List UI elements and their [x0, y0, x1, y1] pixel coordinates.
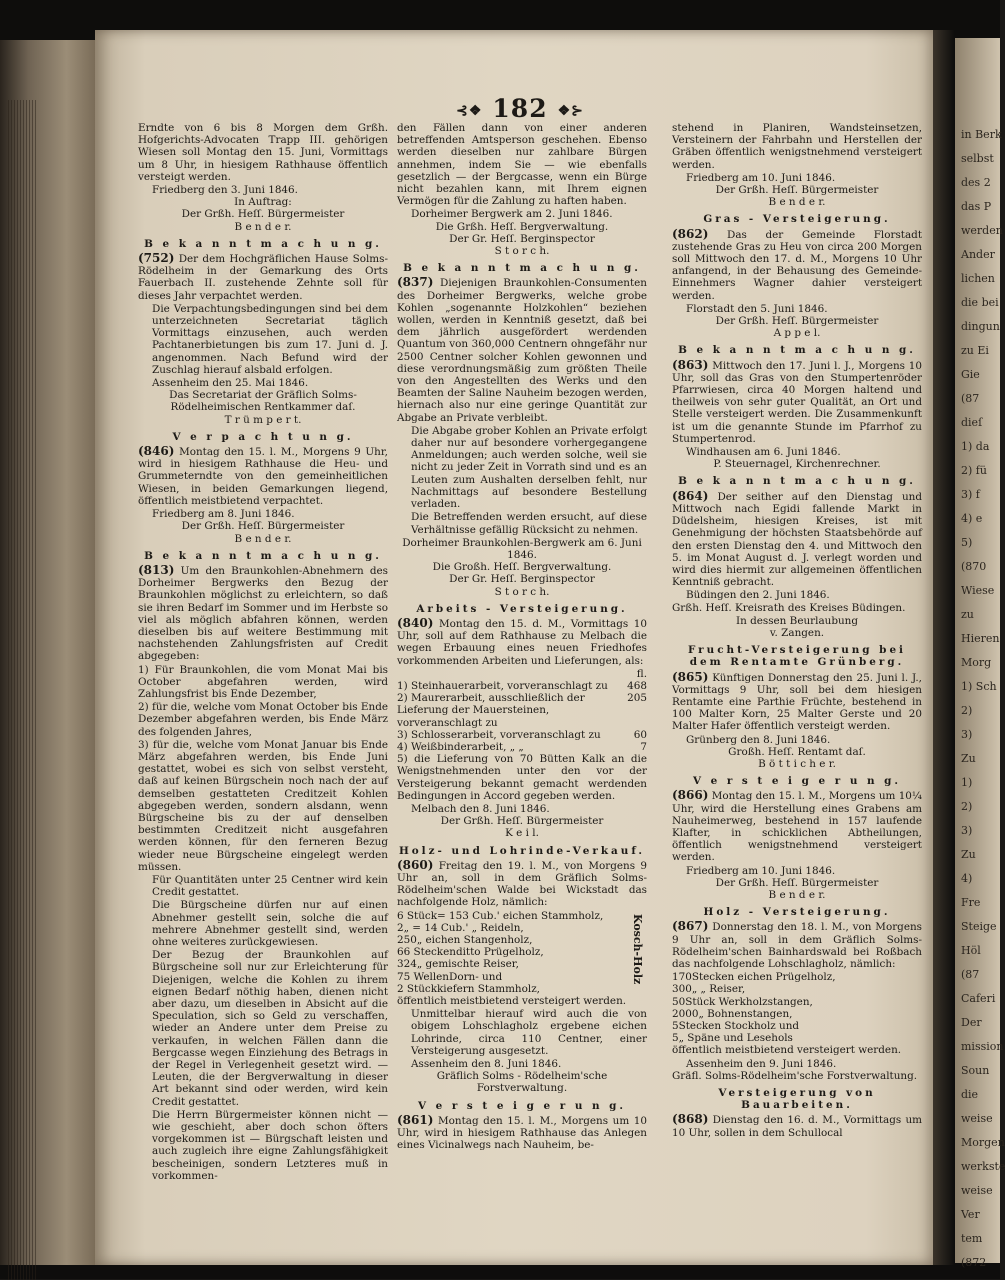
wood-list-row [672, 1020, 922, 1032]
notice-text: Um den Braunkohlen-Abnehmern des Dorheimer Bergwerks den Bezug der Braunkohlen möglichst zu erleichtern, so daß sie ihren Bedarf im Sommer und im Herbste so viel als möglich abfahren können, werden dieselben bis auf weitere Bestimmung mit nachstehenden Zahlungsfristen auf Credit abgegeben: [138, 564, 388, 663]
signature-line: Der Grßh. Heſſ. Bürgermeister [715, 315, 879, 328]
paragraph: 1) Für Braunkohlen, die vom Monat Mai bis October abgefahren werden, wird Zahlungsfrist bis Ende Dezember, [138, 663, 388, 700]
notice-text: Der seither auf den Dienstag und Mittwoch nach Egidi fallende Markt in Düdelsheim, hiesigen Kreises, ist mit Genehmigung der höchsten Staatsbehörde auf den ersten Dienstag den 4. und Mittwoch den 5. im Monat August d. J. verlegt worden und wird dies hiermit zur allgemeinen öffentlichen Kenntniß gebracht. [672, 490, 922, 589]
section-heading: Holz - Versteigerung. [703, 906, 891, 919]
adjacent-page-fragment: 3) [961, 824, 973, 837]
adjacent-page-fragment: Caferi [961, 992, 996, 1005]
notice-text: Montag den 15. l. M., Morgens um 10¼ Uhr, wird die Herstellung eines Grabens am Nauheimerweg, bestehend in 157 laufende Klafter, in schicklichen Abtheilungen, öffentlich wenigstnehmend versteigert werden. [672, 790, 922, 864]
cost-item [397, 680, 647, 692]
wood-list-row [672, 996, 922, 1008]
wood-list-row [397, 958, 647, 970]
signature-line: P. Steuernagel, Kirchenrechner. [713, 458, 881, 471]
wood-list-row [672, 983, 922, 995]
cost-item [397, 729, 647, 741]
wood-quantity: 170 [672, 971, 692, 984]
paragraph: Der Bezug der Braunkohlen auf Bürgscheine soll nur zur Erleichterung für Diejenigen, welche die Kohlen zu ihrem eignen Bedarf nöthig haben, dienen nicht aber dazu, um dieselben in Absicht auf die Speculation, sich so Geld zu verschaffen, wieder an Andere unter dem Preise zu verkaufen, in welchen Fällen dann die Bergcasse wegen Einziehung des Betrags in der Regel in Verlegenheit gesetzt wird. — Leuten, die der Bergverwaltung in dieser Art bekannt sind oder werden, wird kein Credit gestattet. [152, 949, 388, 1108]
wood-description: „ gemischte Reiser, [416, 958, 519, 971]
wood-quantity: 324 [397, 958, 417, 971]
adjacent-page-fragment: die [961, 1088, 979, 1101]
page-header [420, 94, 620, 123]
adjacent-page-fragment: 2) fü [961, 464, 987, 477]
adjacent-page-fragment: lichen [961, 272, 995, 285]
notice-paragraph [138, 564, 388, 663]
signature-line: B e n d e r. [234, 220, 292, 233]
notice-text: Montag den 15. l. M., Morgens 9 Uhr, wird in hiesigem Rathhause die Heu- und Grummeterndte von den gemeinheitlichen Wiesen, in beiden Gemarkungen liegend, öffentlich meistbietend verpachtet. [138, 446, 388, 507]
signature-line: Der Gr. Heſſ. Berginspector [449, 232, 595, 245]
notice-number: (861) [397, 1112, 434, 1127]
wood-list-row [397, 934, 647, 946]
signature-line: Der Grßh. Heſſ. Bürgermeister [715, 876, 879, 889]
wood-description: „ Späne und Lesehols [678, 1032, 793, 1045]
wood-quantity: 2 [397, 921, 404, 934]
signature-line: Das Secretariat der Gräflich Solms-Rödelheimischen Rentkammer daſ. [169, 389, 357, 414]
signature-line: Großh. Heſſ. Rentamt daſ. [728, 745, 866, 758]
notice-text: Montag den 15. l. M., Morgens um 10 Uhr, wird in hiesigem Rathhause das Anlegen eines Vicinalwegs nach Nauheim, be- [397, 1114, 647, 1152]
notice-number: (865) [672, 669, 709, 684]
wood-description: Dorn- und [449, 970, 503, 983]
place-date-line: Florstadt den 5. Juni 1846. [686, 302, 828, 315]
adjacent-page-fragment: 1) [961, 776, 973, 789]
paragraph: Die Herrn Bürgermeister können nicht — wie geschieht, aber doch schon öfters vorgekommen ist — Bürgschaft leisten und auch zugleich ihre eigne Zahlungsfähigkeit bescheinigen, sondern Letzteres muß in vorkommen- [152, 1108, 388, 1182]
paragraph: stehend in Planiren, Wandsteinsetzen, Versteinern der Fahrbahn und Herstellen der Gräben öffentlich wenigstnehmend versteigert werden. [672, 122, 922, 171]
adjacent-page-fragment: werkste [961, 1160, 1005, 1173]
signature-line: Die Großh. Heſſ. Bergverwaltung. [432, 561, 612, 574]
paragraph: 5) die Lieferung von 70 Bütten Kalk an die Wenigstnehmenden unter den vor der Versteigerung bekannt gemacht werdenden Bedingungen in Accord gegeben werden. [397, 753, 647, 802]
place-date-line: Friedberg den 3. Juni 1846. [152, 184, 298, 197]
notice-number: (837) [397, 275, 434, 290]
column-2 [397, 122, 647, 1242]
notice-paragraph [672, 490, 922, 589]
cost-item-label: 2) Maurerarbeit, ausschließlich der Lieferung der Mauersteinen, vorveranschlagt zu [397, 692, 585, 729]
notice-number: (867) [672, 919, 709, 934]
wood-description: Stück Werkholzstangen, [685, 995, 813, 1008]
signature-line: Der Grßh. Heſſ. Bürgermeister [715, 184, 879, 197]
timber-list [672, 971, 922, 1044]
section-heading: B e k a n n t m a c h u n g. [403, 262, 641, 275]
place-date-line: Friedberg am 10. Juni 1846. [686, 171, 836, 184]
wood-description: „ Bohnenstangen, [698, 1007, 793, 1020]
adjacent-page-fragment: Fre [961, 896, 981, 909]
paragraph: Grßh. Heſſ. Kreisrath des Kreises Büdingen. [672, 601, 906, 614]
paragraph: den Fällen dann von einer anderen betreffenden Amtsperson geschehen. Ebenso werden dieselben nur zahlbare Bürgen annehmen, indem Sie — wie ebenfalls gesetzlich — der Bergcasse, wenn ein Bürge nicht bezahlen kann, mit Ihrem eignen Vermögen für die Zahlung zu haften haben. [397, 122, 647, 208]
signature-line: In dessen Beurlaubung [735, 614, 859, 627]
paragraph: öffentlich meistbietend versteigert werden. [397, 995, 627, 1008]
notice-paragraph [672, 1113, 922, 1138]
signature-line: S t o r c h. [494, 245, 550, 258]
adjacent-page-fragment: Höl [961, 944, 981, 957]
wood-description: „ = 14 Cub.' „ Reideln, [403, 921, 524, 934]
paragraph: Gräfl. Solms-Rödelheim'sche Forstverwaltung. [672, 1069, 918, 1082]
adjacent-page-fragment: (87 [961, 392, 980, 405]
adjacent-page-fragment: mission [961, 1040, 1004, 1053]
wood-list-row [672, 1032, 922, 1044]
adjacent-page-fragment: 1) da [961, 440, 990, 453]
signature-line: S t o r c h. [494, 585, 550, 598]
adjacent-page-fragment: zu [961, 608, 974, 621]
notice-number: (813) [138, 562, 175, 577]
cost-item-label: 1) Steinhauerarbeit, vorveranschlagt zu [397, 679, 608, 692]
notice-paragraph [138, 252, 388, 302]
cost-item-label: 4) Weißbinderarbeit, „ „ [397, 740, 524, 753]
section-heading: V e r s t e i g e r u n g. [692, 775, 902, 788]
signature-line: Der Gr. Heſſ. Berginspector [449, 573, 595, 586]
adjacent-page-fragment: 2) [961, 704, 973, 717]
book-gutter [933, 30, 955, 1265]
adjacent-page-fragment: 2) [961, 800, 973, 813]
adjacent-page-fragment: 3) [961, 728, 973, 741]
wood-list-row [672, 971, 922, 983]
notice-paragraph [672, 671, 922, 733]
wood-list-row [397, 922, 647, 934]
cost-item-value: 205 [627, 692, 647, 705]
adjacent-page-fragment: Zu [961, 848, 976, 861]
adjacent-page-fragment: werden [961, 224, 1003, 237]
adjacent-page-fragment: Morgen [961, 1136, 1005, 1149]
cost-item-value: 60 [633, 728, 647, 741]
adjacent-page-fragment: Hieren [961, 632, 1000, 645]
wood-description: kiefern Stammholz, [437, 982, 540, 995]
adjacent-page-fragment: Der [961, 1016, 982, 1029]
adjacent-page-fragment: weise [961, 1184, 993, 1197]
notice-paragraph [138, 445, 388, 507]
notice-number: (863) [672, 357, 709, 372]
notice-text: Das der Gemeinde Florstadt zustehende Gras zu Heu von circa 200 Morgen soll Mittwoch den 17. d. M., Morgens 10 Uhr anfangend, in der Behausung des Gemeinde-Einnehmers Wagner dahier versteigert werden. [672, 228, 922, 302]
place-date-line: Assenheim den 8. Juni 1846. [411, 1058, 562, 1071]
adjacent-page-fragment: (870 [961, 560, 987, 573]
section-heading: Frucht-Versteigerung bei dem Rentamte Grünberg. [687, 644, 907, 669]
signature-line: B e n d e r. [768, 888, 826, 901]
notice-paragraph [397, 617, 647, 667]
paragraph: Unmittelbar hierauf wird auch die von obigem Lohschlagholz ergebene eichen Lohrinde, circa 110 Centner, einer Versteigerung ausgesetzt. [411, 1008, 647, 1057]
signature-line: Gräflich Solms - Rödelheim'sche Forstverwaltung. [436, 1070, 608, 1095]
adjacent-page-fragment: die bei [961, 296, 999, 309]
section-heading: B e k a n n t m a c h u n g. [678, 475, 916, 488]
wood-description: Stecken eichen Prügelholz, [691, 971, 836, 984]
signature-line: Die Grßh. Heſſ. Bergverwaltung. [435, 220, 609, 233]
notice-paragraph [672, 359, 922, 445]
adjacent-page-fragment: Ver [961, 1208, 980, 1221]
wood-list [397, 910, 647, 995]
signature-line: K e i l. [505, 827, 539, 840]
section-heading: V e r s t e i g e r u n g. [417, 1099, 627, 1112]
adjacent-page-fragment: 4) [961, 872, 973, 885]
adjacent-page-fragment: Steige [961, 920, 997, 933]
paragraph: Die Abgabe grober Kohlen an Private erfolgt daher nur auf besondere vorhergegangene Anmeldungen; auch werden solche, weil sie nicht zu jeder Zeit in Vorrath sind und es an Leuten zum Aushalten derselben fehlt, nur Nachmittags auf besondere Bestellung verladen. [411, 424, 647, 511]
notice-text: Freitag den 19. l. M., von Morgens 9 Uhr an, soll in dem Gräflich Solms-Rödelheim'schen Walde bei Wickstadt das nachfolgende Holz, nämlich: [397, 859, 647, 909]
adjacent-page-fragment: des 2 [961, 176, 991, 189]
notice-paragraph [397, 276, 647, 423]
wood-description: ditto Prügelholz, [455, 946, 544, 959]
section-heading: Gras - Versteigerung. [703, 213, 891, 226]
wood-quantity: 2000 [672, 1007, 699, 1020]
cost-item-value: 468 [627, 679, 647, 692]
signature-line: Der Grßh. Heſſ. Bürgermeister [440, 815, 604, 828]
wood-quantity: 5 [672, 1032, 679, 1045]
notice-number: (752) [138, 251, 175, 266]
signature-line: Dorheimer Braunkohlen-Bergwerk am 6. Juni 1846. [402, 536, 642, 561]
paragraph: Für Quantitäten unter 25 Centner wird kein Credit gestattet. [152, 873, 388, 899]
signature-line: Der Grßh. Heſſ. Bürgermeister [181, 520, 345, 533]
signature-line: B e n d e r. [234, 532, 292, 545]
adjacent-page-fragment: Ander [961, 248, 995, 261]
notice-number: (840) [397, 615, 434, 630]
adjacent-page-fragment: Morg [961, 656, 992, 669]
cost-item [397, 692, 647, 729]
notice-text: Künftigen Donnerstag den 25. Juni l. J., Vormittags 9 Uhr, soll bei dem hiesigen Rentamte eine Parthie Früchte, bestehend in 100 Malter Korn, 25 Malter Gerste und 20 Malter Hafer öffentlich versteigt werden. [672, 671, 922, 733]
adjacent-page-fragment: selbst [961, 152, 994, 165]
place-date-line: Büdingen den 2. Juni 1846. [686, 589, 830, 602]
notice-paragraph [397, 1114, 647, 1152]
signature-line: Der Grßh. Heſſ. Bürgermeister [181, 208, 345, 221]
right-page-edge [955, 38, 1005, 1269]
page-number: 182 [492, 94, 548, 123]
place-date-line: Grünberg den 8. Juni 1846. [686, 733, 831, 746]
adjacent-page-fragment: dingun [961, 320, 1000, 333]
wood-quantity: 75 Wellen [397, 970, 449, 983]
place-date-line: Friedberg am 8. Juni 1846. [152, 508, 295, 521]
place-date-line: Assenheim den 25. Mai 1846. [152, 377, 309, 390]
paragraph: Die Verpachtungsbedingungen sind bei dem unterzeichneten Secretariat täglich Vormittags einzusehen, auch werden Pachtanerbietungen bis zum 17. Juni d. J. angenommen. Nach Befund wird der Zuschlag hierauf alsbald erfolgen. [152, 302, 388, 376]
wood-list-row [397, 910, 647, 922]
wood-list-row [397, 983, 647, 995]
wood-quantity: 2 Stück [397, 982, 438, 995]
place-date-line: Friedberg am 10. Juni 1846. [686, 864, 836, 877]
paragraph: 2) für die, welche vom Monat October bis Ende Dezember abgefahren werden, bis Ende März des folgenden Jahres, [138, 701, 388, 738]
signature-line: T r ü m p e r t. [224, 413, 302, 426]
notice-number: (862) [672, 226, 709, 241]
section-heading: B e k a n n t m a c h u n g. [144, 549, 382, 562]
adjacent-page-fragment: (87 [961, 968, 980, 981]
section-heading: B e k a n n t m a c h u n g. [144, 237, 382, 250]
notice-text: Donnerstag den 18. l. M., von Morgens 9 Uhr an, soll in dem Gräflich Solms-Rödelheim'schen Bainhardswald bei Roßbach das nachfolgende Lohschlagholz, nämlich: [672, 921, 922, 970]
wood-list-row [397, 946, 647, 958]
wood-quantity: 66 Stecken [397, 946, 456, 959]
section-heading: B e k a n n t m a c h u n g. [678, 344, 916, 357]
adjacent-page-fragment: Gie [961, 368, 980, 381]
wood-quantity: 250 [397, 934, 417, 946]
wood-list-row [672, 1008, 922, 1020]
paragraph: 3) für die, welche vom Monat Januar bis Ende März abgefahren werden, bis Ende Juni gestattet, wobei es sich von selbst versteht, daß auf keinen Bürgschein noch nach der auf demselben gestatteten Creditzeit Kohlen abgegeben werden, sondern alsdann, wenn Bürgscheine bis zu der auf denselben bestimmten Creditzeit nicht ausgefahren werden können, für den ferneren Bezug wieder neue Bürgscheine eingelegt werden müssen. [138, 738, 388, 873]
paragraph: öffentlich meistbietend versteigert werden. [672, 1044, 902, 1057]
adjacent-page-fragment: Soun [961, 1064, 990, 1077]
ornament-right: ❖⊱ [557, 102, 584, 119]
place-date-line: Assenheim den 9. Juni 1846. [686, 1057, 837, 1070]
adjacent-page-fragment: das P [961, 200, 992, 213]
page-stack-lines [8, 100, 38, 1280]
cost-item-value: 7 [640, 740, 647, 753]
notice-paragraph [672, 920, 922, 970]
ornament-left: ⊰❖ [456, 102, 483, 119]
notice-paragraph [672, 228, 922, 302]
adjacent-page-fragment: (872 [961, 1256, 987, 1269]
section-heading: Versteigerung von Bauarbeiten. [718, 1087, 876, 1112]
column-3 [672, 122, 922, 1242]
place-date-line: Windhausen am 6. Juni 1846. [686, 446, 841, 459]
wood-quantity: 300 [672, 983, 692, 996]
adjacent-page-fragment: in Berk [961, 128, 1002, 141]
signature-line: B e n d e r. [768, 196, 826, 209]
wood-description: Stecken Stockholz und [678, 1020, 800, 1033]
paragraph: Die Bürgscheine dürfen nur auf einen Abnehmer gestellt sein, solche die auf mehrere Abnehmer gestellt sind, werden ohne weiteres zurückgewiesen. [152, 899, 388, 948]
adjacent-page-fragment: 5) [961, 536, 973, 549]
wood-quantity: 50 [672, 995, 686, 1008]
wood-list-row [397, 971, 647, 983]
notice-text: Montag den 15. d. M., Vormittags 10 Uhr, soll auf dem Rathhause zu Melbach die wegen Erbauung eines neuen Friedhofes vorkommenden Arbeiten und Lieferungen, als: [397, 617, 648, 667]
paragraph: Die Betreffenden werden ersucht, auf diese Verhältnisse gefällig Rücksicht zu nehmen. [411, 511, 647, 536]
adjacent-page-fragment: Wiese [961, 584, 995, 597]
adjacent-page-fragment: 3) f [961, 488, 980, 501]
notice-text: Mittwoch den 17. Juni l. J., Morgens 10 Uhr, soll das Gras von den Stumpertenröder Pfarrwiesen, circa 40 Morgen haltend und theilweis von sehr guter Qualität, an Ort und Stelle versteigert werden. Die Zusammenkunft ist um die genannte Stunde im Pfarrhof zu Stumpertenrod. [672, 359, 922, 445]
adjacent-page-fragment: Zu [961, 752, 976, 765]
adjacent-page-fragment: weise [961, 1112, 993, 1125]
signature-line: In Auftrag: [234, 196, 292, 209]
notice-number: (860) [397, 857, 434, 872]
notice-paragraph [672, 789, 922, 863]
adjacent-page-fragment: 1) Sch [961, 680, 997, 693]
cost-item-label: 3) Schlosserarbeit, vorveranschlagt zu [397, 728, 601, 741]
side-label: Kosch-Holz [631, 913, 644, 984]
signature-line: A p p e l. [773, 327, 821, 340]
notice-number: (866) [672, 788, 709, 803]
left-page-edge [0, 40, 95, 1265]
signature-line: B ö t t i c h e r. [758, 757, 836, 770]
section-heading: V e r p a c h t u n g. [172, 430, 354, 443]
section-heading: Holz- und Lohrinde-Verkauf. [398, 844, 646, 857]
section-heading: Arbeits - Versteigerung. [416, 602, 628, 615]
cost-item [397, 741, 647, 753]
place-date-line: Dorheimer Bergwerk am 2. Juni 1846. [411, 208, 613, 221]
notice-number: (868) [672, 1112, 709, 1127]
notice-number: (846) [138, 444, 175, 459]
wood-description: „ eichen Stangenholz, [416, 934, 533, 946]
wood-description: = 153 Cub.' eichen Stammholz, [437, 909, 604, 922]
adjacent-page-fragment: zu Ei [961, 344, 989, 357]
notice-text: Diejenigen Braunkohlen-Consumenten des Dorheimer Bergwerks, welche grobe Kohlen „sogenannte Holzkohlen“ beziehen wollen, werden in Kenntniß gesetzt, daß bei dem jährlich ausgefördert werdenden Quantum von 360,000 Centnern ohngefähr nur 2500 Centner solcher Kohlen gewonnen und diese verordnungsmäßig zum größten Theile von den Angestellten des Werks und den Beamten der Saline Nauheim bezogen werden, hiernach also nur eine geringe Quantität zur Abgabe an Private verbleibt. [397, 277, 647, 424]
signature-line: v. Zangen. [769, 626, 825, 639]
place-date-line: Melbach den 8. Juni 1846. [411, 802, 550, 815]
wood-quantity: 6 Stück [397, 909, 438, 922]
wood-quantity: 5 [672, 1020, 679, 1033]
adjacent-page-fragment: tem [961, 1232, 983, 1245]
adjacent-page-fragment: dieſ [961, 416, 983, 429]
adjacent-page-fragment: 4) e [961, 512, 983, 525]
wood-description: „ „ Reiser, [691, 983, 746, 996]
column-1 [138, 122, 388, 1242]
notice-number: (864) [672, 488, 709, 503]
paragraph: Erndte von 6 bis 8 Morgen dem Grßh. Hofgerichts-Advocaten Trapp III. gehörigen Wiesen soll Montag den 15. Juni, Vormittags um 8 Uhr, in hiesigem Rathhause öffentlich versteigt werden. [138, 122, 388, 183]
notice-text: Der dem Hochgräflichen Hause Solms-Rödelheim in der Gemarkung des Orts Fauerbach II. zustehende Zehnte soll für dieses Jahr verpachtet werden. [138, 253, 388, 302]
currency-label: fl. [636, 667, 647, 680]
notice-paragraph [397, 859, 647, 909]
notice-text: Dienstag den 16. d. M., Vormittags um 10 Uhr, sollen in dem Schullocal [672, 1114, 922, 1139]
